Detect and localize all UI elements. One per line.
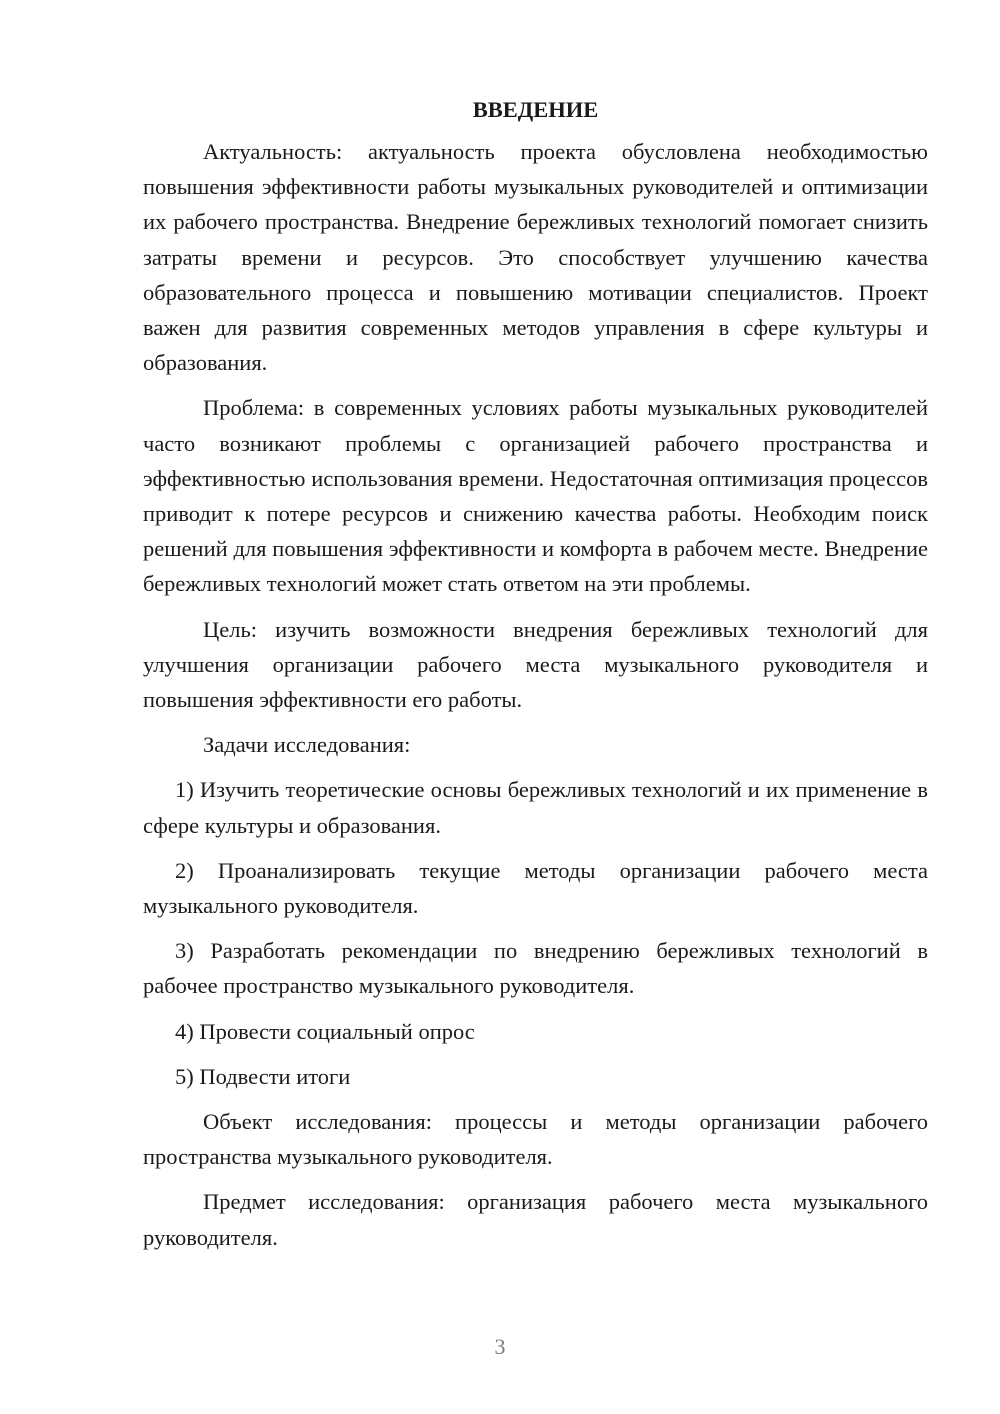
list-item: 5) Подвести итоги xyxy=(175,1063,351,1089)
paragraph-goal: Цель: изучить возможности внедрения бережливых технологий для улучшения организации рабочего места музыкального руководителя и повышения эффективности его работы. xyxy=(143,616,928,713)
paragraph-relevance: Актуальность: актуальность проекта обусловлена необходимостью повышения эффективности работы музыкальных руководителей и оптимизации их рабочего пространства. Внедрение бережливых технологий помогает снизить затраты времени и ресурсов. Это способствует улучшению качества образовательного процесса и повышению мотивации специалистов. Проект важен для развития современных методов управления в сфере культуры и образования. xyxy=(143,139,928,376)
page-number: 3 xyxy=(494,1334,506,1359)
task-list xyxy=(143,772,928,1094)
document-page xyxy=(143,92,928,1265)
paragraph-subject: Предмет исследования: организация рабочего места музыкального руководителя. xyxy=(143,1189,928,1250)
list-item: 3) Разработать рекомендации по внедрению бережливых технологий в рабочее пространство музыкального руководителя. xyxy=(143,938,928,999)
paragraph-problem: Проблема: в современных условиях работы музыкальных руководителей часто возникают проблемы с организацией рабочего пространства и эффективностью использования времени. Недостаточная оптимизация процессов приводит к потере ресурсов и снижению качества работы. Необходим поиск решений для повышения эффективности и комфорта в рабочем месте. Внедрение бережливых технологий может стать ответом на эти проблемы. xyxy=(143,395,928,597)
list-item: 4) Провести социальный опрос xyxy=(175,1018,475,1044)
tasks-heading: Задачи исследования: xyxy=(203,732,411,758)
page-title: ВВЕДЕНИЕ xyxy=(472,97,599,122)
list-item: 1) Изучить теоретические основы бережливых технологий и их применение в сфере культуры и образования. xyxy=(143,777,928,838)
list-item: 2) Проанализировать текущие методы организации рабочего места музыкального руководителя. xyxy=(143,857,928,919)
paragraph-object: Объект исследования: процессы и методы организации рабочего пространства музыкального руководителя. xyxy=(143,1109,928,1170)
